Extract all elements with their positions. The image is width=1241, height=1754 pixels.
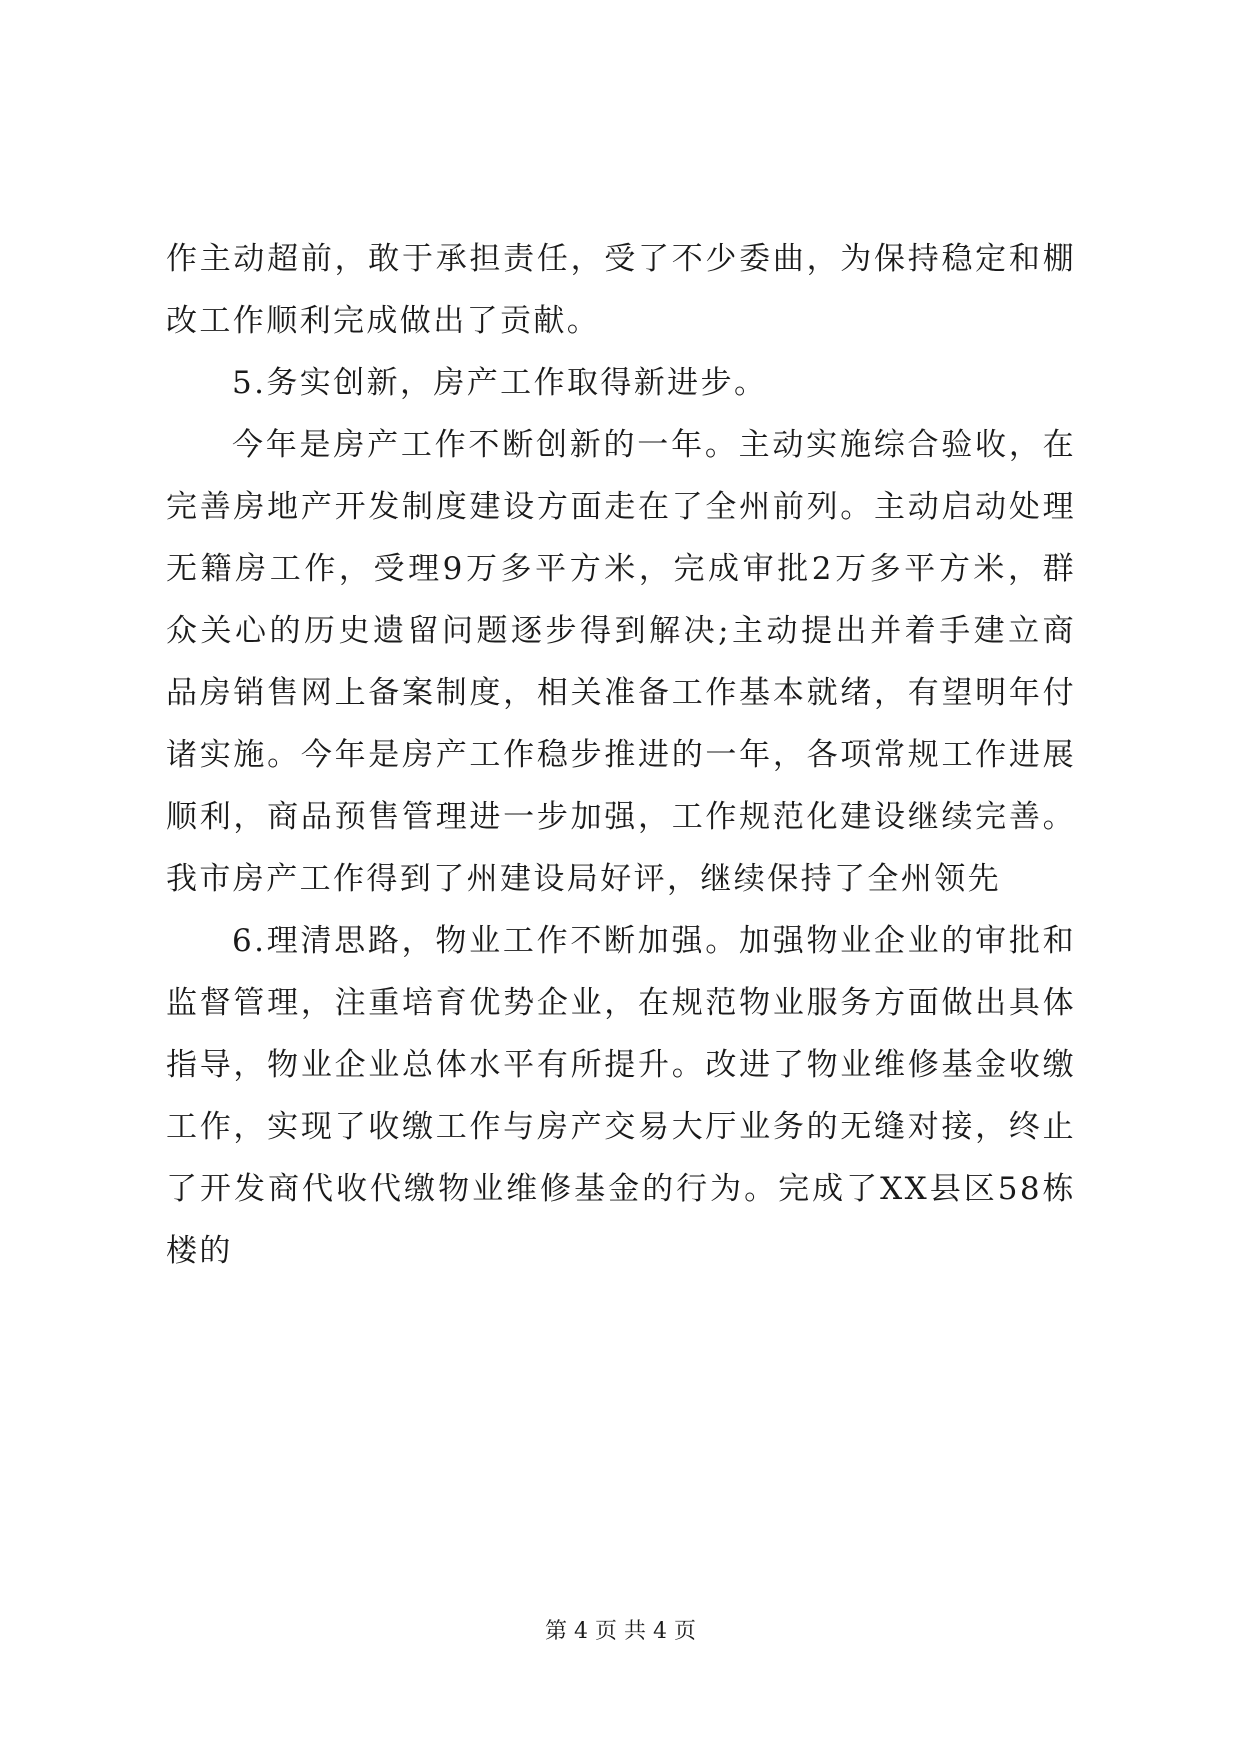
paragraph-3: 今年是房产工作不断创新的一年。主动实施综合验收，在完善房地产开发制度建设方面走在了全州前列。主动启动处理无籍房工作，受理9万多平方米，完成审批2万多平方米，群众关心的历史遗留问题逐步得到解决;主动提出并着手建立商品房销售网上备案制度，相关准备工作基本就绪，有望明年付诸实施。今年是房产工作稳步推进的一年，各项常规工作进展顺利，商品预售管理进一步加强，工作规范化建设继续完善。我市房产工作得到了州建设局好评，继续保持了全州领先 (166, 427, 1076, 897)
page-number-footer: 第 4 页 共 4 页 (545, 1619, 696, 1644)
body-text (166, 228, 1076, 1282)
paragraph-2-heading: 5.务实创新，房产工作取得新进步。 (232, 365, 768, 401)
paragraph-1: 作主动超前，敢于承担责任，受了不少委曲，为保持稳定和棚改工作顺利完成做出了贡献。 (166, 241, 1076, 339)
paragraph-4: 6.理清思路，物业工作不断加强。加强物业企业的审批和监督管理，注重培育优势企业，在规范物业服务方面做出具体指导，物业企业总体水平有所提升。改进了物业维修基金收缴工作，实现了收缴工作与房产交易大厅业务的无缝对接，终止了开发商代收代缴物业维修基金的行为。完成了XX县区58栋楼的 (166, 923, 1076, 1269)
